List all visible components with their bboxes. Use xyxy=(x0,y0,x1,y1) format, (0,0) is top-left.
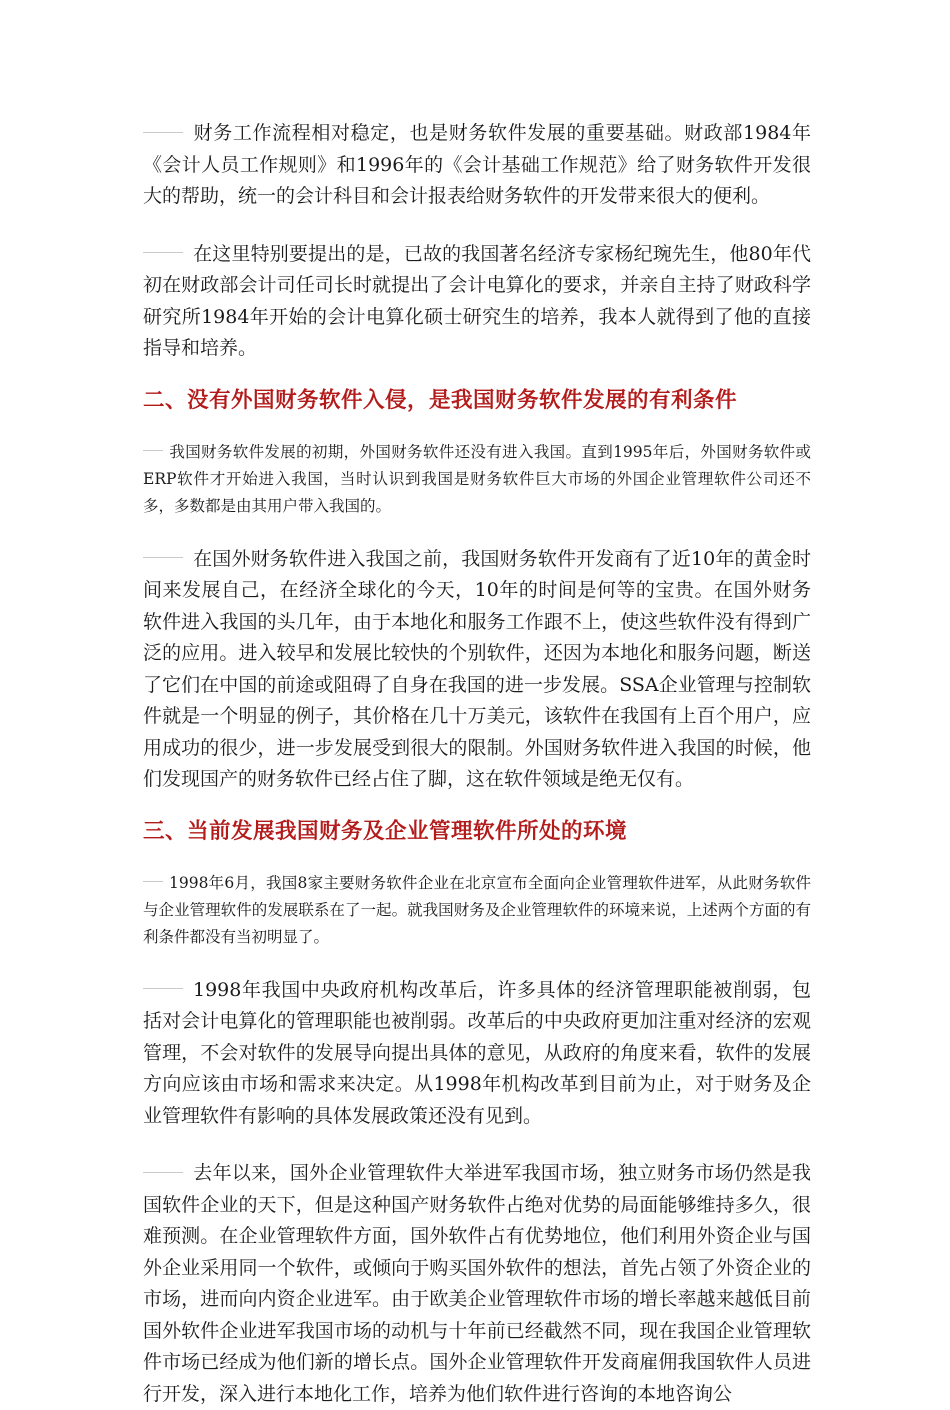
paragraph-text: 去年以来，国外企业管理软件大举进军我国市场，独立财务市场仍然是我国软件企业的天下，但是这种国产财务软件占绝对优势的局面能够维持多久，很难预测。在企业管理软件方面，国外软件占有优势地位，他们利用外资企业与国外企业采用同一个软件，或倾向于购买国外软件的想法，首先占领了外资企业的市场，进而向内资企业进军。由于欧美企业管理软件市场的增长率越来越低目前国外软件企业进军我国市场的动机与十年前已经截然不同，现在我国企业管理软件市场已经成为他们新的增长点。国外企业管理软件开发商雇佣我国软件人员进行开发，深入进行本地化工作，培养为他们软件进行咨询的本地咨询公 xyxy=(143,1162,811,1405)
paragraph xyxy=(143,544,811,796)
paragraph-text: 1998年我国中央政府机构改革后，许多具体的经济管理职能被削弱，包括对会计电算化的管理职能也被削弱。改革后的中央政府更加注重对经济的宏观管理，不会对软件的发展导向提出具体的意见，从政府的角度来看，软件的发展方向应该由市场和需求来决定。从1998年机构改革到目前为止，对于财务及企业管理软件有影响的具体发展政策还没有见到。 xyxy=(143,978,811,1127)
indent-rule xyxy=(143,988,183,989)
section-heading: 三、当前发展我国财务及企业管理软件所处的环境 xyxy=(143,818,628,844)
paragraph xyxy=(143,239,811,365)
paragraph-text: 财务工作流程相对稳定，也是财务软件发展的重要基础。财政部1984年《会计人员工作规则》和1996年的《会计基础工作规范》给了财务软件开发很大的帮助，统一的会计科目和会计报表给财务软件的开发带来很大的便利。 xyxy=(143,122,811,207)
paragraph xyxy=(143,975,811,1133)
indent-rule xyxy=(143,132,183,133)
indent-rule xyxy=(143,252,183,253)
indent-rule xyxy=(143,450,163,451)
indent-rule xyxy=(143,881,163,882)
paragraph-text: 1998年6月，我国8家主要财务软件企业在北京宣布全面向企业管理软件进军，从此财务软件与企业管理软件的发展联系在了一起。就我国财务及企业管理软件的环境来说，上述两个方面的有利条件都没有当初明显了。 xyxy=(143,873,811,946)
indent-rule xyxy=(143,557,183,558)
document-page xyxy=(143,118,811,1410)
paragraph xyxy=(143,1158,811,1410)
section-heading: 二、没有外国财务软件入侵，是我国财务软件发展的有利条件 xyxy=(143,387,738,413)
paragraph xyxy=(143,118,811,213)
paragraph xyxy=(143,439,811,520)
indent-rule xyxy=(143,1172,183,1173)
paragraph-text: 在这里特别要提出的是，已故的我国著名经济专家杨纪琬先生，他80年代初在财政部会计司任司长时就提出了会计电算化的要求，并亲自主持了财政科学研究所1984年开始的会计电算化硕士研究生的培养，我本人就得到了他的直接指导和培养。 xyxy=(143,242,811,359)
paragraph-text: 在国外财务软件进入我国之前，我国财务软件开发商有了近10年的黄金时间来发展自己，在经济全球化的今天，10年的时间是何等的宝贵。在国外财务软件进入我国的头几年，由于本地化和服务工作跟不上，使这些软件没有得到广泛的应用。进入较早和发展比较快的个别软件，还因为本地化和服务问题，断送了它们在中国的前途或阻碍了自身在我国的进一步发展。SSA企业管理与控制软件就是一个明显的例子，其价格在几十万美元，该软件在我国有上百个用户，应用成功的很少，进一步发展受到很大的限制。外国财务软件进入我国的时候，他们发现国产的财务软件已经占住了脚，这在软件领域是绝无仅有。 xyxy=(143,547,811,790)
paragraph-text: 我国财务软件发展的初期，外国财务软件还没有进入我国。直到1995年后，外国财务软件或ERP软件才开始进入我国，当时认识到我国是财务软件巨大市场的外国企业管理软件公司还不多，多数都是由其用户带入我国的。 xyxy=(143,442,811,515)
paragraph xyxy=(143,870,811,951)
